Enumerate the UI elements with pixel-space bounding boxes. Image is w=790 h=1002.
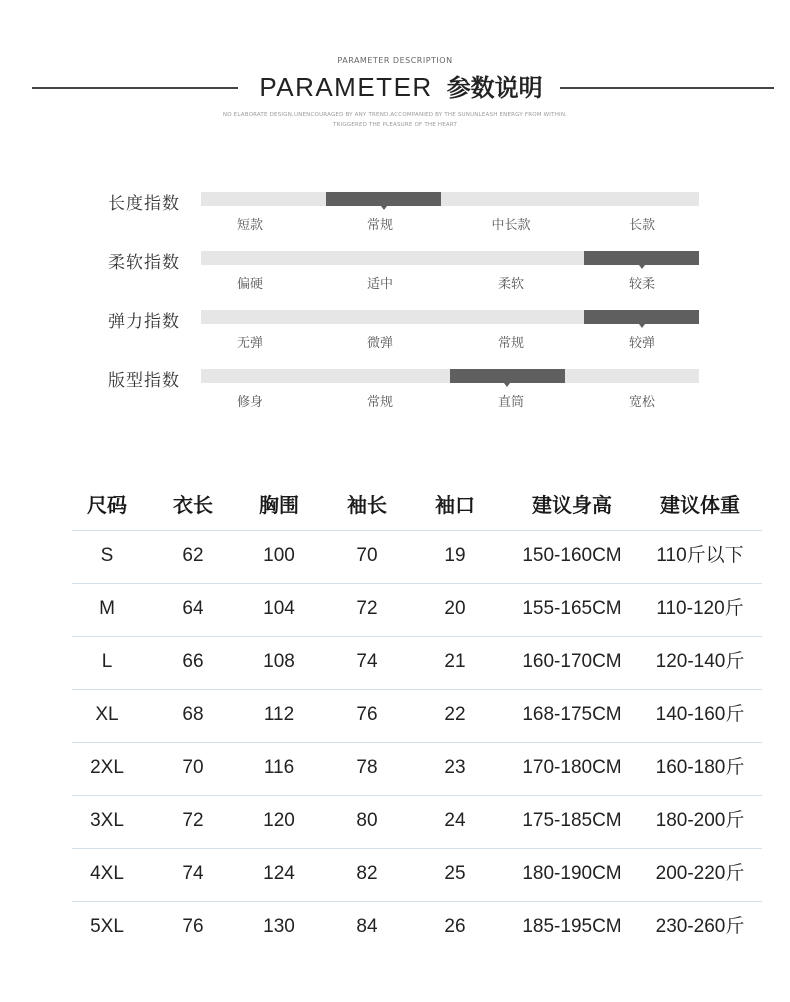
cell-chest: 108 [263, 651, 295, 672]
elasticity-index-option: 较弹 [628, 336, 655, 351]
header-cell-chest: 胸围 [259, 493, 299, 517]
cell-suggested-weight: 160-180斤 [655, 757, 745, 778]
cell-length: 62 [182, 545, 204, 566]
softness-index-option: 适中 [366, 277, 393, 292]
elasticity-index-marker [584, 310, 699, 324]
header-title-en: PARAMETER [259, 72, 433, 102]
table-row [72, 742, 762, 795]
elasticity-index-option: 微弹 [366, 336, 393, 351]
length-index-track [201, 192, 699, 206]
header-cell-cuff: 袖口 [435, 493, 475, 517]
cell-sleeve-length: 72 [356, 598, 378, 619]
table-row [72, 583, 762, 636]
cell-suggested-height: 155-165CM [522, 598, 622, 619]
header-description-line-1: NO ELABORATE DESIGN,UNENCOURAGED BY ANY TREND,ACCOMPANIED BY THE SUNUNLEASH ENERGY FROM WITHIN. [222, 112, 568, 118]
cell-size: 2XL [90, 757, 124, 778]
softness-index-track [201, 251, 699, 265]
cell-size: XL [95, 704, 119, 725]
cell-sleeve-length: 70 [356, 545, 378, 566]
cell-chest: 100 [263, 545, 295, 566]
cell-suggested-height: 170-180CM [522, 757, 622, 778]
cell-chest: 104 [263, 598, 295, 619]
elasticity-index-row [0, 307, 790, 357]
elasticity-index-label: 弹力指数 [108, 312, 180, 332]
fit-index-marker [450, 369, 565, 383]
cell-suggested-weight: 180-200斤 [655, 810, 745, 831]
cell-suggested-height: 168-175CM [522, 704, 622, 725]
fit-index-label: 版型指数 [108, 371, 180, 391]
cell-length: 68 [182, 704, 204, 725]
header-title-cn: 参数说明 [446, 74, 543, 102]
header-cell-suggested-height: 建议身高 [532, 493, 612, 517]
header-title [244, 68, 558, 103]
size-table-header [72, 480, 762, 530]
header-cell-size: 尺码 [87, 493, 127, 517]
header-cell-length: 衣长 [173, 493, 213, 517]
length-index-option: 长款 [628, 218, 655, 233]
cell-cuff: 22 [444, 704, 466, 725]
softness-index-label: 柔软指数 [108, 253, 180, 273]
cell-suggested-height: 185-195CM [522, 916, 622, 937]
cell-cuff: 26 [444, 916, 466, 937]
length-index-marker [326, 192, 441, 206]
fit-index-track [201, 369, 699, 383]
header-cell-suggested-weight: 建议体重 [660, 493, 740, 517]
cell-suggested-weight: 200-220斤 [655, 863, 745, 884]
cell-sleeve-length: 76 [356, 704, 378, 725]
header-rule-left [32, 87, 238, 89]
softness-index-option: 偏硬 [236, 277, 263, 292]
fit-index-option: 常规 [366, 395, 393, 410]
elasticity-index-track [201, 310, 699, 324]
cell-length: 76 [182, 916, 204, 937]
cell-cuff: 24 [444, 810, 466, 831]
table-row [72, 636, 762, 689]
cell-length: 74 [182, 863, 204, 884]
cell-cuff: 20 [444, 598, 466, 619]
cell-suggested-weight: 120-140斤 [655, 651, 745, 672]
cell-suggested-weight: 110斤以下 [656, 545, 744, 566]
size-table [72, 480, 762, 954]
cell-length: 66 [182, 651, 204, 672]
fit-index-row [0, 366, 790, 416]
header-description-line-2: TRIGGERED THE PLEASURE OF THE HEART [332, 122, 458, 128]
cell-size: 5XL [90, 916, 124, 937]
table-row [72, 901, 762, 954]
table-row [72, 530, 762, 583]
cell-suggested-height: 175-185CM [522, 810, 622, 831]
fit-index-option: 宽松 [628, 395, 655, 410]
cell-sleeve-length: 74 [356, 651, 378, 672]
cell-length: 64 [182, 598, 204, 619]
length-index-label: 长度指数 [108, 194, 180, 214]
cell-suggested-weight: 230-260斤 [655, 916, 745, 937]
cell-size: 4XL [90, 863, 124, 884]
elasticity-index-option: 常规 [497, 336, 524, 351]
length-index-row [0, 189, 790, 239]
table-row [72, 795, 762, 848]
cell-size: L [101, 651, 113, 672]
cell-sleeve-length: 82 [356, 863, 378, 884]
cell-size: 3XL [90, 810, 124, 831]
cell-length: 72 [182, 810, 204, 831]
cell-chest: 120 [263, 810, 295, 831]
length-index-option: 中长款 [491, 218, 531, 233]
cell-length: 70 [182, 757, 204, 778]
cell-chest: 130 [263, 916, 295, 937]
cell-suggested-height: 160-170CM [522, 651, 622, 672]
fit-index-option: 修身 [236, 395, 263, 410]
cell-cuff: 23 [444, 757, 466, 778]
cell-sleeve-length: 78 [356, 757, 378, 778]
softness-index-option: 柔软 [497, 277, 524, 292]
cell-chest: 112 [263, 704, 295, 725]
header-rule-right [560, 87, 774, 89]
softness-index-row [0, 248, 790, 298]
cell-size: S [100, 545, 114, 566]
header-small-title: PARAMETER DESCRIPTION [337, 56, 453, 65]
cell-chest: 124 [263, 863, 295, 884]
length-index-option: 常规 [366, 218, 393, 233]
cell-sleeve-length: 84 [356, 916, 378, 937]
table-row [72, 689, 762, 742]
cell-cuff: 19 [444, 545, 466, 566]
header-cell-sleeve-length: 袖长 [347, 493, 387, 517]
elasticity-index-option: 无弹 [236, 336, 263, 351]
length-index-option: 短款 [236, 218, 263, 233]
cell-sleeve-length: 80 [356, 810, 378, 831]
table-row [72, 848, 762, 901]
fit-index-option: 直筒 [497, 395, 524, 410]
cell-chest: 116 [263, 757, 295, 778]
cell-suggested-weight: 110-120斤 [656, 598, 744, 619]
cell-suggested-height: 180-190CM [522, 863, 622, 884]
cell-cuff: 21 [444, 651, 466, 672]
cell-size: M [99, 598, 115, 619]
softness-index-marker [584, 251, 699, 265]
cell-suggested-height: 150-160CM [522, 545, 622, 566]
softness-index-option: 较柔 [628, 277, 655, 292]
cell-cuff: 25 [444, 863, 466, 884]
size-table-body [72, 530, 762, 954]
cell-suggested-weight: 140-160斤 [655, 704, 745, 725]
